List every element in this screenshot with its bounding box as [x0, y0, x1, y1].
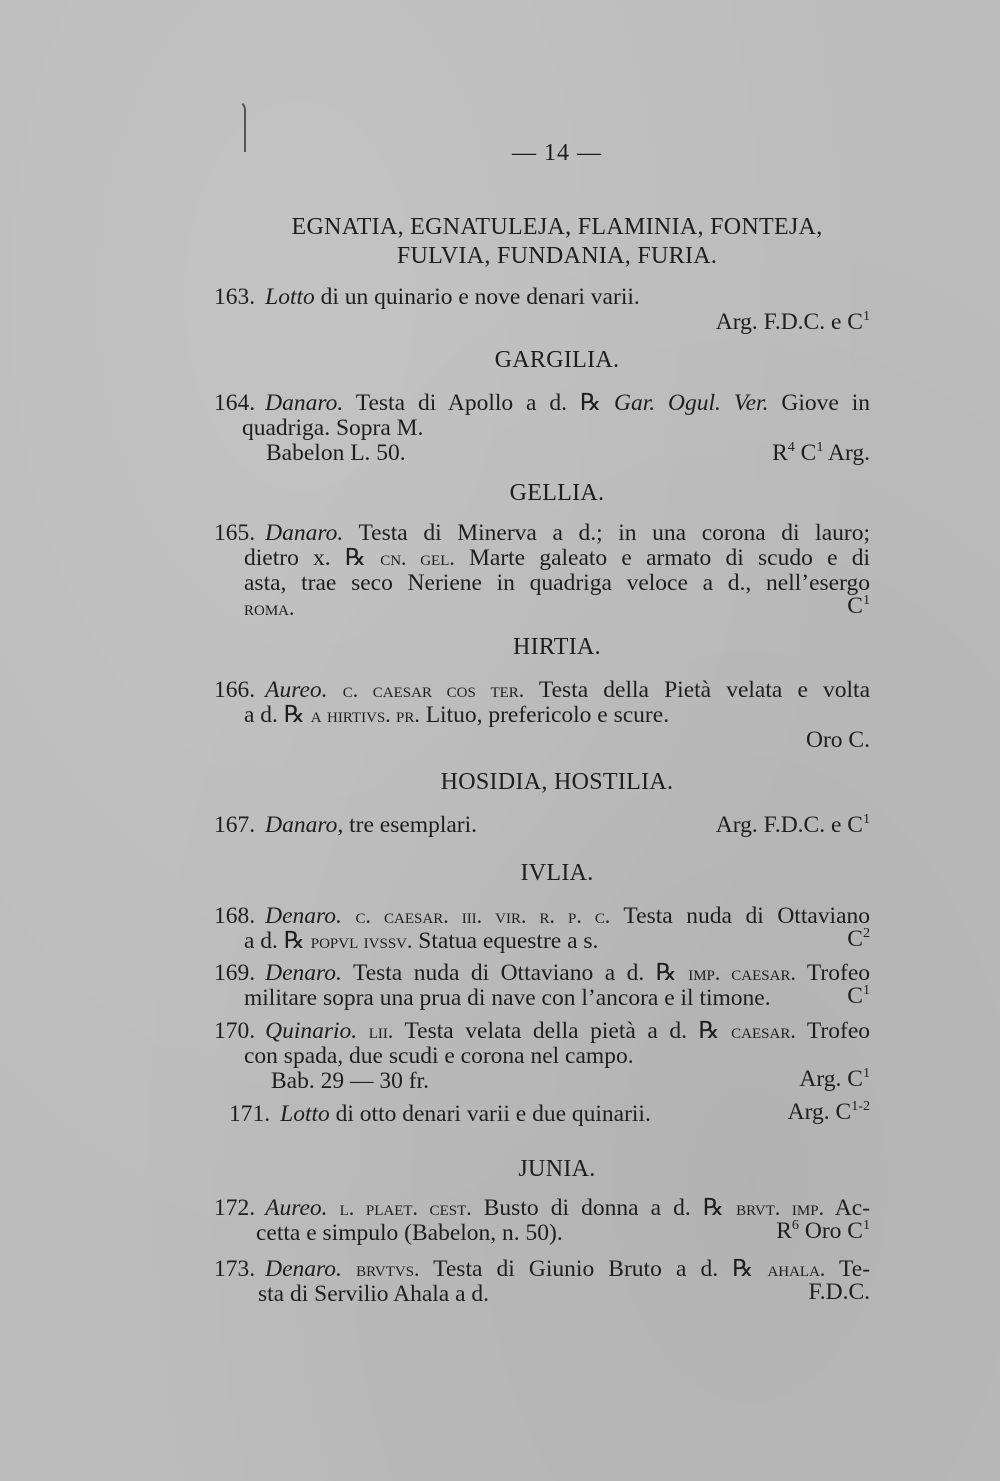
- entry-168-line-2: a d. ℞ popvl ivssv. Statua equestre a s.: [244, 928, 599, 954]
- entry-170-line-3: Bab. 29 — 30 fr.: [271, 1068, 429, 1094]
- entry-164-line-1: 164. Danaro. Testa di Apollo a d. ℞ Gar. Ogul. Ver. Giove in: [214, 390, 871, 416]
- entry-165-grade: $C^1$: [847, 592, 870, 619]
- entry-166-grade: Oro C.: [806, 727, 870, 753]
- entry-172-grade: $R^6$ Oro $C^1$: [776, 1217, 870, 1244]
- section-heading-hirtia: HIRTIA.: [513, 634, 601, 660]
- entry-166-line-2: a d. ℞ a hirtivs. pr. Lituo, prefericolo e scure.: [244, 702, 670, 728]
- entry-170-line-1: 170. Quinario. lii. Testa velata della pietà a d. ℞ caesar. Trofeo: [214, 1018, 871, 1044]
- entry-167-grade: Arg. F.D.C. e $C^1$: [715, 811, 870, 838]
- entry-169-line-2: militare sopra una prua di nave con l’ancora e il timone.: [244, 985, 771, 1011]
- entry-163: 163. Lotto di un quinario e nove denari varii.: [214, 284, 640, 310]
- entry-169-grade: $C^1$: [847, 982, 870, 1009]
- entry-165-line-2: dietro x. ℞ cn. gel. Marte galeato e armato di scudo e di: [244, 545, 871, 571]
- entry-170-line-2: con spada, due scudi e corona nel campo.: [244, 1043, 634, 1069]
- entry-164-line-3: Babelon L. 50.: [266, 440, 406, 466]
- entry-168-line-1: 168. Denaro. c. caesar. iii. vir. r. p. c. Testa nuda di Ottaviano: [214, 903, 871, 929]
- entry-165-line-1: 165. Danaro. Testa di Minerva a d.; in una corona di lauro;: [214, 520, 870, 546]
- entry-166-line-1: 166. Aureo. c. caesar cos ter. Testa della Pietà velata e volta: [214, 677, 870, 703]
- entry-172-line-1: 172. Aureo. l. plaet. cest. Busto di donna a d. ℞ brvt. imp. Ac-: [214, 1195, 871, 1221]
- entry-173-line-1: 173. Denaro. brvtvs. Testa di Giunio Bruto a d. ℞ ahala. Te-: [214, 1256, 871, 1282]
- entry-170-grade: Arg. $C^1$: [799, 1065, 870, 1092]
- entry-168-grade: $C^2$: [847, 925, 870, 952]
- entry-169-line-1: 169. Denaro. Testa nuda di Ottaviano a d. ℞ imp. caesar. Trofeo: [214, 960, 871, 986]
- entry-173-grade: F.D.C.: [808, 1279, 870, 1305]
- entry-165-line-4: roma.: [244, 596, 295, 620]
- section-heading-fulvia: FULVIA, FUNDANIA, FURIA.: [396, 243, 718, 269]
- section-heading-egnatia: EGNATIA, EGNATULEJA, FLAMINIA, FONTEJA,: [291, 214, 823, 240]
- entry-165-line-3: asta, trae seco Neriene in quadriga veloce a d., nell’esergo: [244, 570, 870, 596]
- entry-171-grade: Arg. $C^{1-2}$: [787, 1098, 870, 1125]
- entry-164-line-2: quadriga. Sopra M.: [242, 415, 424, 441]
- section-heading-gargilia: GARGILIA.: [494, 347, 620, 373]
- entry-164-grade: $R^4$ $C^1$ Arg.: [772, 439, 870, 466]
- section-heading-gellia: GELLIA.: [509, 480, 605, 506]
- entry-167: 167. Danaro, tre esemplari.: [214, 812, 478, 838]
- entry-172-line-2: cetta e simpulo (Babelon, n. 50).: [256, 1220, 563, 1246]
- entry-163-grade: Arg. F.D.C. e $C^1$: [715, 308, 870, 335]
- section-heading-ivlia: IVLIA.: [520, 860, 594, 886]
- page-number: — 14 —: [512, 140, 602, 166]
- section-heading-hosidia: HOSIDIA, HOSTILIA.: [440, 769, 674, 795]
- entry-title: Lotto: [265, 284, 315, 310]
- entry-171: 171. Lotto di otto denari varii e due quinarii.: [229, 1101, 651, 1127]
- section-heading-junia: JUNIA.: [518, 1156, 596, 1182]
- entry-173-line-2: sta di Servilio Ahala a d.: [258, 1281, 490, 1307]
